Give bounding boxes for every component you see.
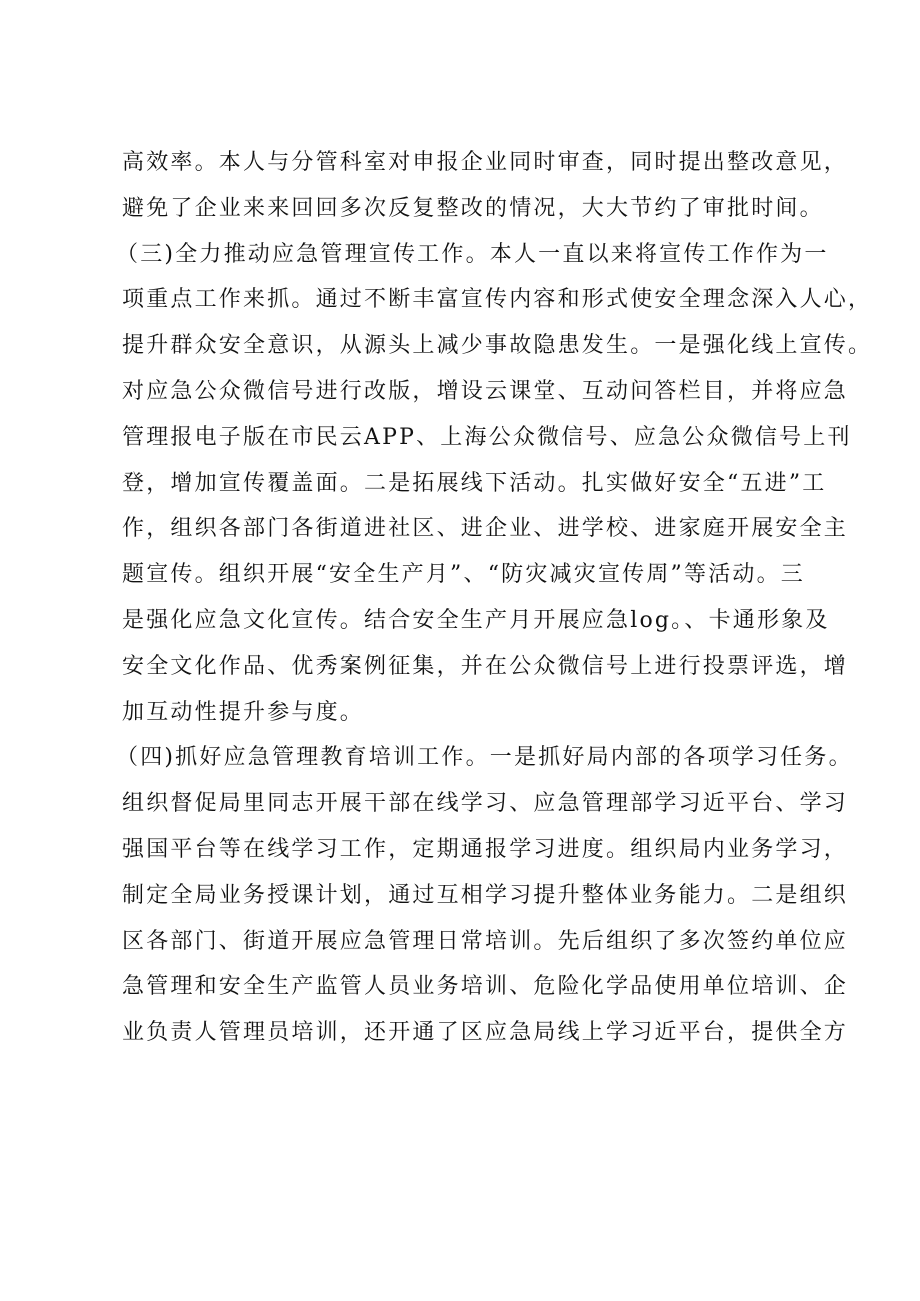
text-line: 项重点工作来抓。通过不断丰富宣传内容和形式使安全理念深入人心，: [122, 287, 873, 313]
text-line: 制定全局业务授课计划，通过互相学习提升整体业务能力。二是组织: [122, 882, 849, 908]
body-text: [116, 140, 873, 1056]
text-line: 加互动性提升参与度。: [122, 699, 365, 725]
text-line: 提升群众安全意识，从源头上减少事故隐患发生。一是强化线上宣传。: [122, 333, 873, 359]
text-line: 作，组织各部门各街道进社区、进企业、进学校、进家庭开展安全主: [122, 516, 849, 542]
text-line: 管理报电子版在市民云APP、上海公众微信号、应急公众微信号上刊: [122, 424, 852, 450]
section-heading-line: （三)全力推动应急管理宣传工作。本人一直以来将宣传工作作为一: [116, 241, 829, 267]
text-line: 业负责人管理员培训，还开通了区应急局线上学习近平台，提供全方: [122, 1020, 849, 1046]
text-line: 高效率。本人与分管科室对申报企业同时审查，同时提出整改意见，: [122, 150, 849, 175]
text-line: 题宣传。组织开展“安全生产月”、“防灾减灾宣传周”等活动。三: [122, 562, 805, 588]
text-line: 对应急公众微信号进行改版，增设云课堂、互动问答栏目，并将应急: [122, 378, 849, 404]
text-line: 急管理和安全生产监管人员业务培训、危险化学品使用单位培训、企: [122, 974, 849, 1000]
text-line: 是强化应急文化宣传。结合安全生产月开展应急log。、卡通形象及: [122, 607, 830, 633]
section-heading-line: （四)抓好应急管理教育培训工作。一是抓好局内部的各项学习任务。: [116, 745, 853, 771]
text-line: 登，增加宣传覆盖面。二是拓展线下活动。扎实做好安全“五进”工: [122, 470, 827, 496]
text-line: 安全文化作品、优秀案例征集，并在公众微信号上进行投票评选，增: [122, 653, 849, 679]
text-line: 强国平台等在线学习工作，定期通报学习进度。组织局内业务学习，: [122, 836, 849, 862]
text-line: 区各部门、街道开展应急管理日常培训。先后组织了多次签约单位应: [122, 928, 849, 954]
text-line: 避免了企业来来回回多次反复整改的情况，大大节约了审批时间。: [122, 195, 824, 221]
text-line: 组织督促局里同志开展干部在线学习、应急管理部学习近平台、学习: [122, 791, 849, 817]
